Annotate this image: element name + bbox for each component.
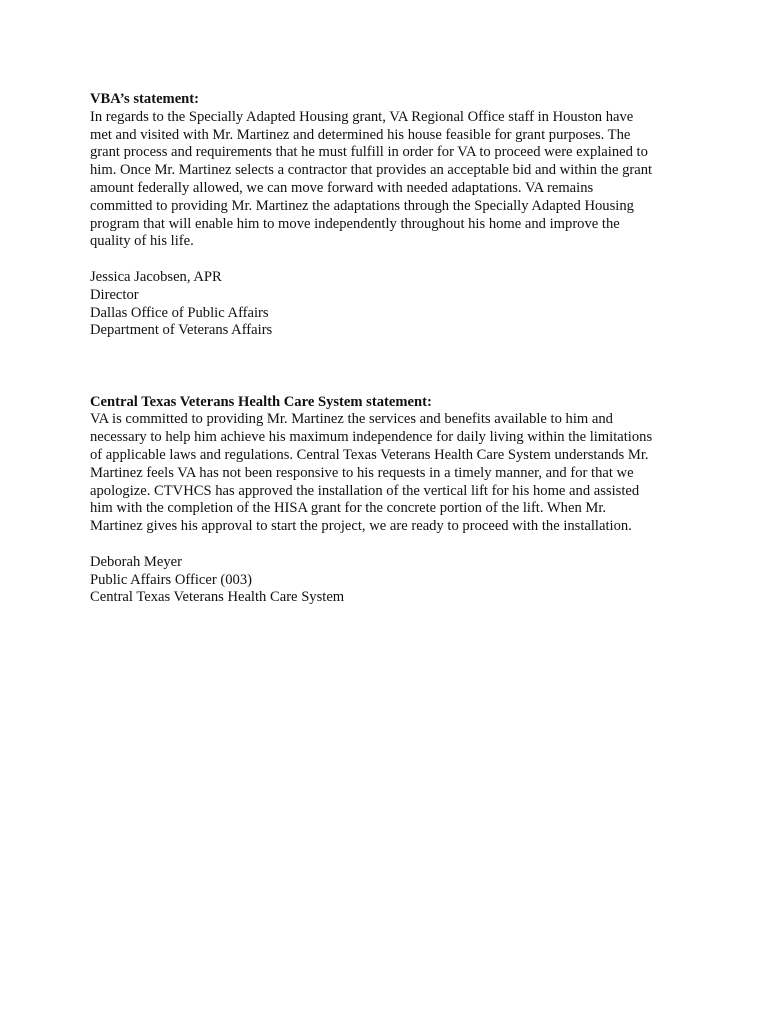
signature-organization: Department of Veterans Affairs [90, 322, 273, 339]
signature-name: Jessica Jacobsen, APR [90, 268, 222, 285]
ctvhcs-statement-section [90, 394, 690, 608]
paragraph-line: grant process and requirements that he must fulfill in order for VA to proceed were explained to [90, 144, 648, 161]
paragraph-line: him. Once Mr. Martinez selects a contractor that provides an acceptable bid and within the grant [90, 162, 653, 179]
statement-paragraph [90, 109, 690, 251]
statement-paragraph [90, 411, 690, 536]
paragraph-line: necessary to help him achieve his maximum independence for daily living within the limitations [90, 429, 653, 446]
paragraph-line: quality of his life. [90, 233, 194, 250]
paragraph-line: Martinez feels VA has not been responsive to his requests in a timely manner, and for that we [90, 464, 634, 481]
paragraph-line: him with the completion of the HISA grant for the concrete portion of the lift. When Mr. [90, 500, 607, 517]
paragraph-line: apologize. CTVHCS has approved the installation of the vertical lift for his home and assisted [90, 482, 640, 499]
paragraph-line: committed to providing Mr. Martinez the adaptations through the Specially Adapted Housing [90, 197, 634, 214]
signature-block [90, 269, 690, 340]
paragraph-line: Martinez gives his approval to start the project, we are ready to proceed with the installation. [90, 518, 632, 535]
section-heading: Central Texas Veterans Health Care System statement: [90, 393, 432, 410]
signature-office: Dallas Office of Public Affairs [90, 304, 269, 321]
paragraph-line: program that will enable him to move independently throughout his home and improve the [90, 215, 620, 232]
vba-statement-section [90, 91, 690, 340]
paragraph-line: amount federally allowed, we can move forward with needed adaptations. VA remains [90, 179, 594, 196]
paragraph-line: of applicable laws and regulations. Central Texas Veterans Health Care System understands Mr. [90, 446, 649, 463]
paragraph-line: VA is committed to providing Mr. Martinez the services and benefits available to him and [90, 411, 613, 428]
signature-name: Deborah Meyer [90, 553, 182, 570]
signature-block [90, 554, 690, 607]
section-spacer [90, 340, 690, 393]
signature-organization: Central Texas Veterans Health Care System [90, 589, 345, 606]
section-heading: VBA’s statement: [90, 91, 200, 107]
spacer [90, 536, 690, 554]
document-content [90, 91, 690, 607]
spacer [90, 251, 690, 269]
signature-title: Public Affairs Officer (003) [90, 571, 252, 588]
signature-title: Director [90, 286, 139, 303]
paragraph-line: In regards to the Specially Adapted Housing grant, VA Regional Office staff in Houston have [90, 108, 634, 125]
paragraph-line: met and visited with Mr. Martinez and determined his house feasible for grant purposes. The [90, 126, 631, 143]
